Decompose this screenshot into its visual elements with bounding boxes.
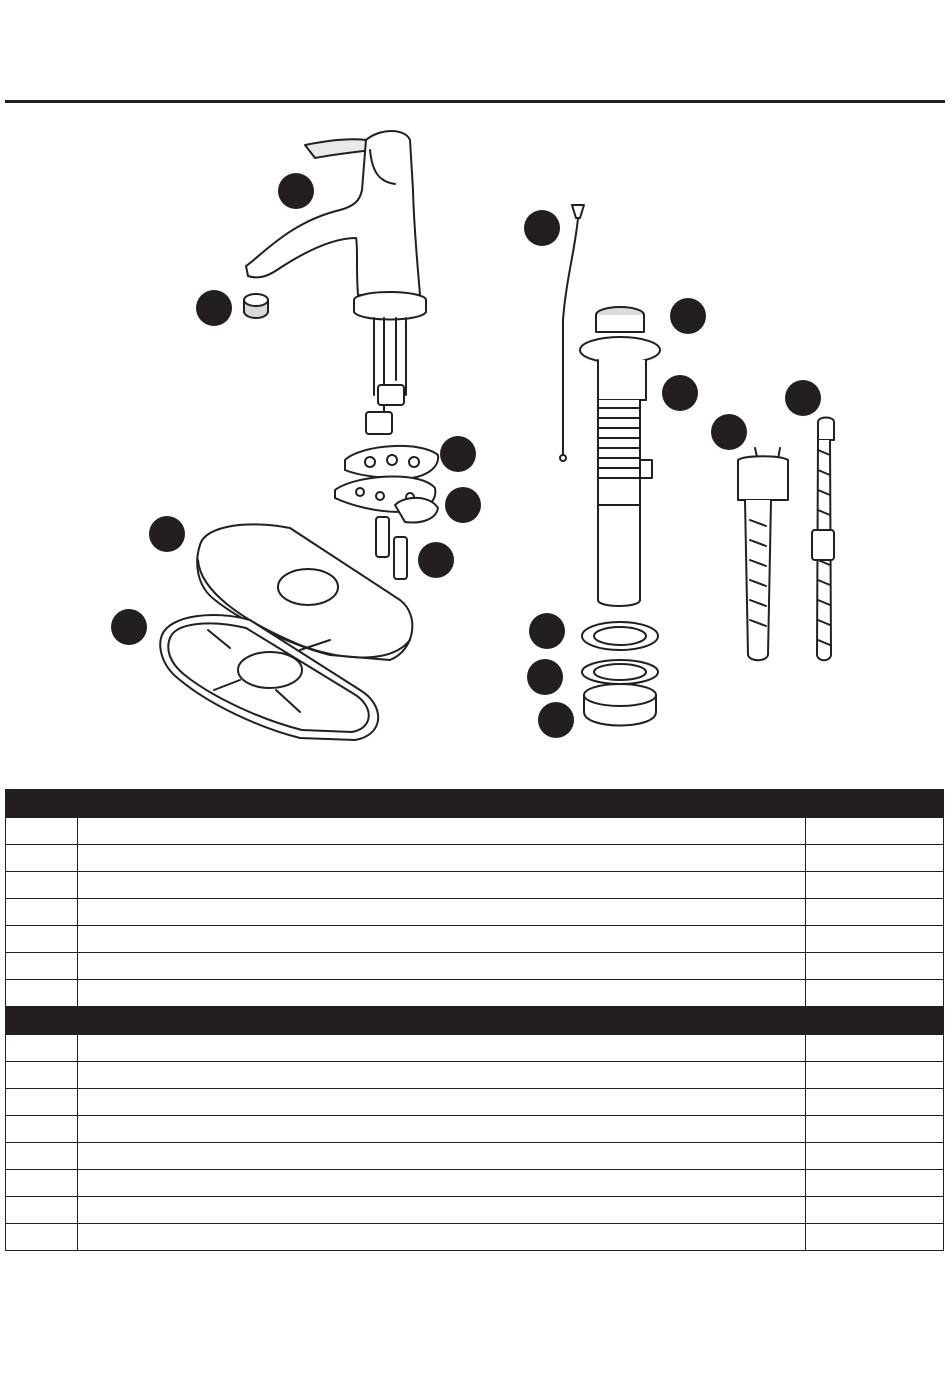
faucet-body-drawing (246, 131, 426, 434)
cell (6, 1170, 78, 1197)
cell (806, 1035, 944, 1062)
table-row (6, 980, 944, 1007)
cell (78, 1197, 806, 1224)
exploded-parts-diagram (0, 105, 950, 785)
table-row (6, 953, 944, 980)
callout-pop-up-rod (524, 210, 560, 246)
header-cell (6, 1007, 78, 1035)
cell (78, 980, 806, 1007)
cell (78, 899, 806, 926)
cell (6, 1116, 78, 1143)
cell (806, 845, 944, 872)
table-row (6, 1170, 944, 1197)
cell (78, 1224, 806, 1251)
table-row (6, 1116, 944, 1143)
mounting-bracket-drawing (335, 446, 438, 523)
header-cell (78, 790, 806, 818)
top-rule (5, 100, 945, 103)
drain-washers-drawing (582, 622, 658, 726)
callout-drain-body (662, 375, 698, 411)
cell (806, 1224, 944, 1251)
cell (78, 845, 806, 872)
cell (6, 1197, 78, 1224)
callout-faucet-body (278, 173, 314, 209)
cell (78, 872, 806, 899)
parts-illustration (0, 105, 950, 785)
cell (6, 953, 78, 980)
cell (6, 1089, 78, 1116)
callout-escutcheon (149, 516, 185, 552)
callout-mounting-washer (445, 487, 481, 523)
cell (78, 1143, 806, 1170)
callout-aerator (196, 290, 232, 326)
cell (78, 1035, 806, 1062)
cell (6, 1224, 78, 1251)
table-row (6, 845, 944, 872)
callout-supply-hose-right (785, 380, 821, 416)
callout-mounting-nuts (418, 542, 454, 578)
table-row (6, 1143, 944, 1170)
cell (6, 980, 78, 1007)
table-row (6, 1035, 944, 1062)
cell (6, 845, 78, 872)
cell (6, 1035, 78, 1062)
table-row (6, 872, 944, 899)
cell (806, 953, 944, 980)
parts-list-table (5, 789, 944, 1251)
cell (806, 926, 944, 953)
cell (78, 926, 806, 953)
cell (806, 899, 944, 926)
table-row (6, 899, 944, 926)
cell (806, 1143, 944, 1170)
pop-up-rod-drawing (560, 205, 584, 461)
cell (6, 1143, 78, 1170)
callout-escutcheon-gasket (111, 609, 147, 645)
header-cell (6, 790, 78, 818)
table-row (6, 1089, 944, 1116)
section-header-row (6, 1007, 944, 1035)
cell (6, 872, 78, 899)
table-row (6, 1224, 944, 1251)
supply-hose-right-drawing (812, 418, 834, 661)
cell (806, 1116, 944, 1143)
cell (78, 1170, 806, 1197)
cell (806, 1089, 944, 1116)
callout-drain-nut (538, 702, 574, 738)
cell (806, 1170, 944, 1197)
cell (78, 953, 806, 980)
mounting-studs-drawing (376, 517, 407, 579)
supply-hose-left-drawing (738, 448, 788, 660)
cell (806, 1197, 944, 1224)
callout-friction-washer (527, 659, 563, 695)
callout-drain-stopper (670, 298, 706, 334)
cell (78, 1062, 806, 1089)
callout-mounting-bracket (440, 436, 476, 472)
drain-assembly-drawing (580, 307, 660, 606)
cell (6, 899, 78, 926)
cell (78, 1116, 806, 1143)
table-row (6, 818, 944, 845)
cell (78, 1089, 806, 1116)
aerator-drawing (244, 294, 268, 318)
table-row (6, 926, 944, 953)
cell (806, 818, 944, 845)
callout-supply-hose-left (711, 414, 747, 450)
table-row (6, 1062, 944, 1089)
cell (806, 872, 944, 899)
table-row (6, 1197, 944, 1224)
header-cell (806, 790, 944, 818)
callout-flange-gasket (529, 613, 565, 649)
section-header-row (6, 790, 944, 818)
cell (6, 1062, 78, 1089)
cell (806, 980, 944, 1007)
cell (806, 1062, 944, 1089)
cell (6, 818, 78, 845)
cell (78, 818, 806, 845)
cell (6, 926, 78, 953)
header-cell (78, 1007, 806, 1035)
header-cell (806, 1007, 944, 1035)
